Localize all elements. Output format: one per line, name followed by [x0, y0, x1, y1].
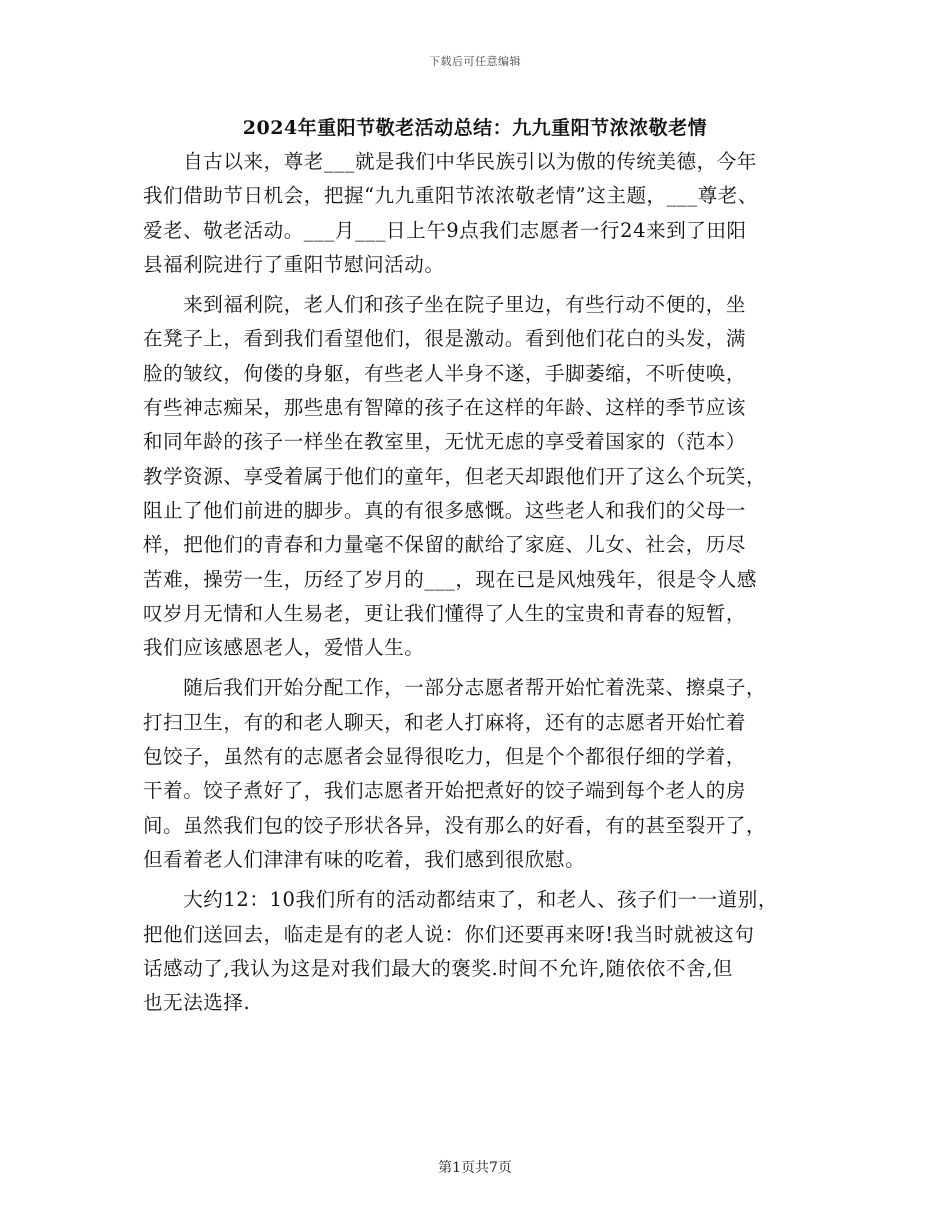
- paragraph: [143, 145, 823, 282]
- text-line: 教学资源、享受着属于他们的童年，但老天却跟他们开了这么个玩笑，: [143, 464, 767, 488]
- document-title: 2024年重阳节敬老活动总结：九九重阳节浓浓敬老情: [242, 117, 708, 139]
- text-line: 自古以来，尊老___就是我们中华民族引以为傲的传统美德，今年: [143, 150, 757, 173]
- text-line: 话感动了,我认为这是对我们最大的褒奖.时间不允许,随依依不舍,但: [143, 956, 733, 980]
- text-line: 干着。饺子煮好了，我们志愿者开始把煮好的饺子端到每个老人的房: [143, 779, 747, 803]
- page-header: 下载后可任意编辑: [429, 55, 521, 68]
- text-line: 有些神志痴呆，那些患有智障的孩子在这样的年龄、这样的季节应该: [143, 396, 747, 420]
- paragraph: [143, 671, 823, 877]
- text-line: 爱老、敬老活动。___月___日上午9点我们志愿者一行24来到了田阳: [143, 218, 747, 242]
- text-line: 叹岁月无情和人生易老，更让我们懂得了人生的宝贵和青春的短暂，: [143, 601, 747, 625]
- text-line: 大约12：10我们所有的活动都结束了，和老人、孩子们一一道别，: [143, 888, 778, 912]
- text-line: 包饺子，虽然有的志愿者会显得很吃力，但是个个都很仔细的学着，: [143, 745, 747, 769]
- page-footer: 第1页共7页: [438, 1160, 512, 1176]
- text-line: 来到福利院，老人们和孩子坐在院子里边，有些行动不便的，坐: [143, 293, 747, 317]
- text-line: 间。虽然我们包的饺子形状各异，没有那么的好看，有的甚至裂开了，: [143, 813, 767, 837]
- text-line: 样，把他们的青春和力量毫不保留的献给了家庭、儿女、社会，历尽: [143, 533, 747, 557]
- text-line: 也无法选择.: [143, 991, 251, 1015]
- text-line: 阻止了他们前进的脚步。真的有很多感慨。这些老人和我们的父母一: [143, 498, 747, 522]
- text-line: 随后我们开始分配工作，一部分志愿者帮开始忙着洗菜、擦桌子，: [143, 676, 767, 700]
- text-line: 我们借助节日机会，把握“九九重阳节浓浓敬老情”这主题，___尊老、: [143, 184, 758, 208]
- text-line: 脸的皱纹，佝偻的身躯，有些老人半身不遂，手脚萎缩，不听使唤，: [143, 361, 747, 385]
- text-line: 把他们送回去，临走是有的老人说：你们还要再来呀!我当时就被这句: [143, 922, 755, 946]
- text-line: 苦难，操劳一生，历经了岁月的___，现在已是风烛残年，很是令人感: [143, 567, 757, 591]
- paragraph: [143, 883, 823, 1020]
- text-line: 我们应该感恩老人，爱惜人生。: [143, 636, 425, 660]
- text-line: 打扫卫生，有的和老人聊天，和老人打麻将，还有的志愿者开始忙着: [143, 710, 747, 734]
- paragraph: [143, 288, 823, 665]
- text-line: 在凳子上，看到我们看望他们，很是激动。看到他们花白的头发，满: [143, 327, 747, 351]
- text-line: 和同年龄的孩子一样坐在教室里，无忧无虑的享受着国家的（范本）: [143, 430, 747, 454]
- text-line: 但看着老人们津津有味的吃着，我们感到很欣慰。: [143, 847, 586, 871]
- document-body: [143, 145, 823, 1020]
- text-line: 县福利院进行了重阳节慰问活动。: [143, 252, 445, 276]
